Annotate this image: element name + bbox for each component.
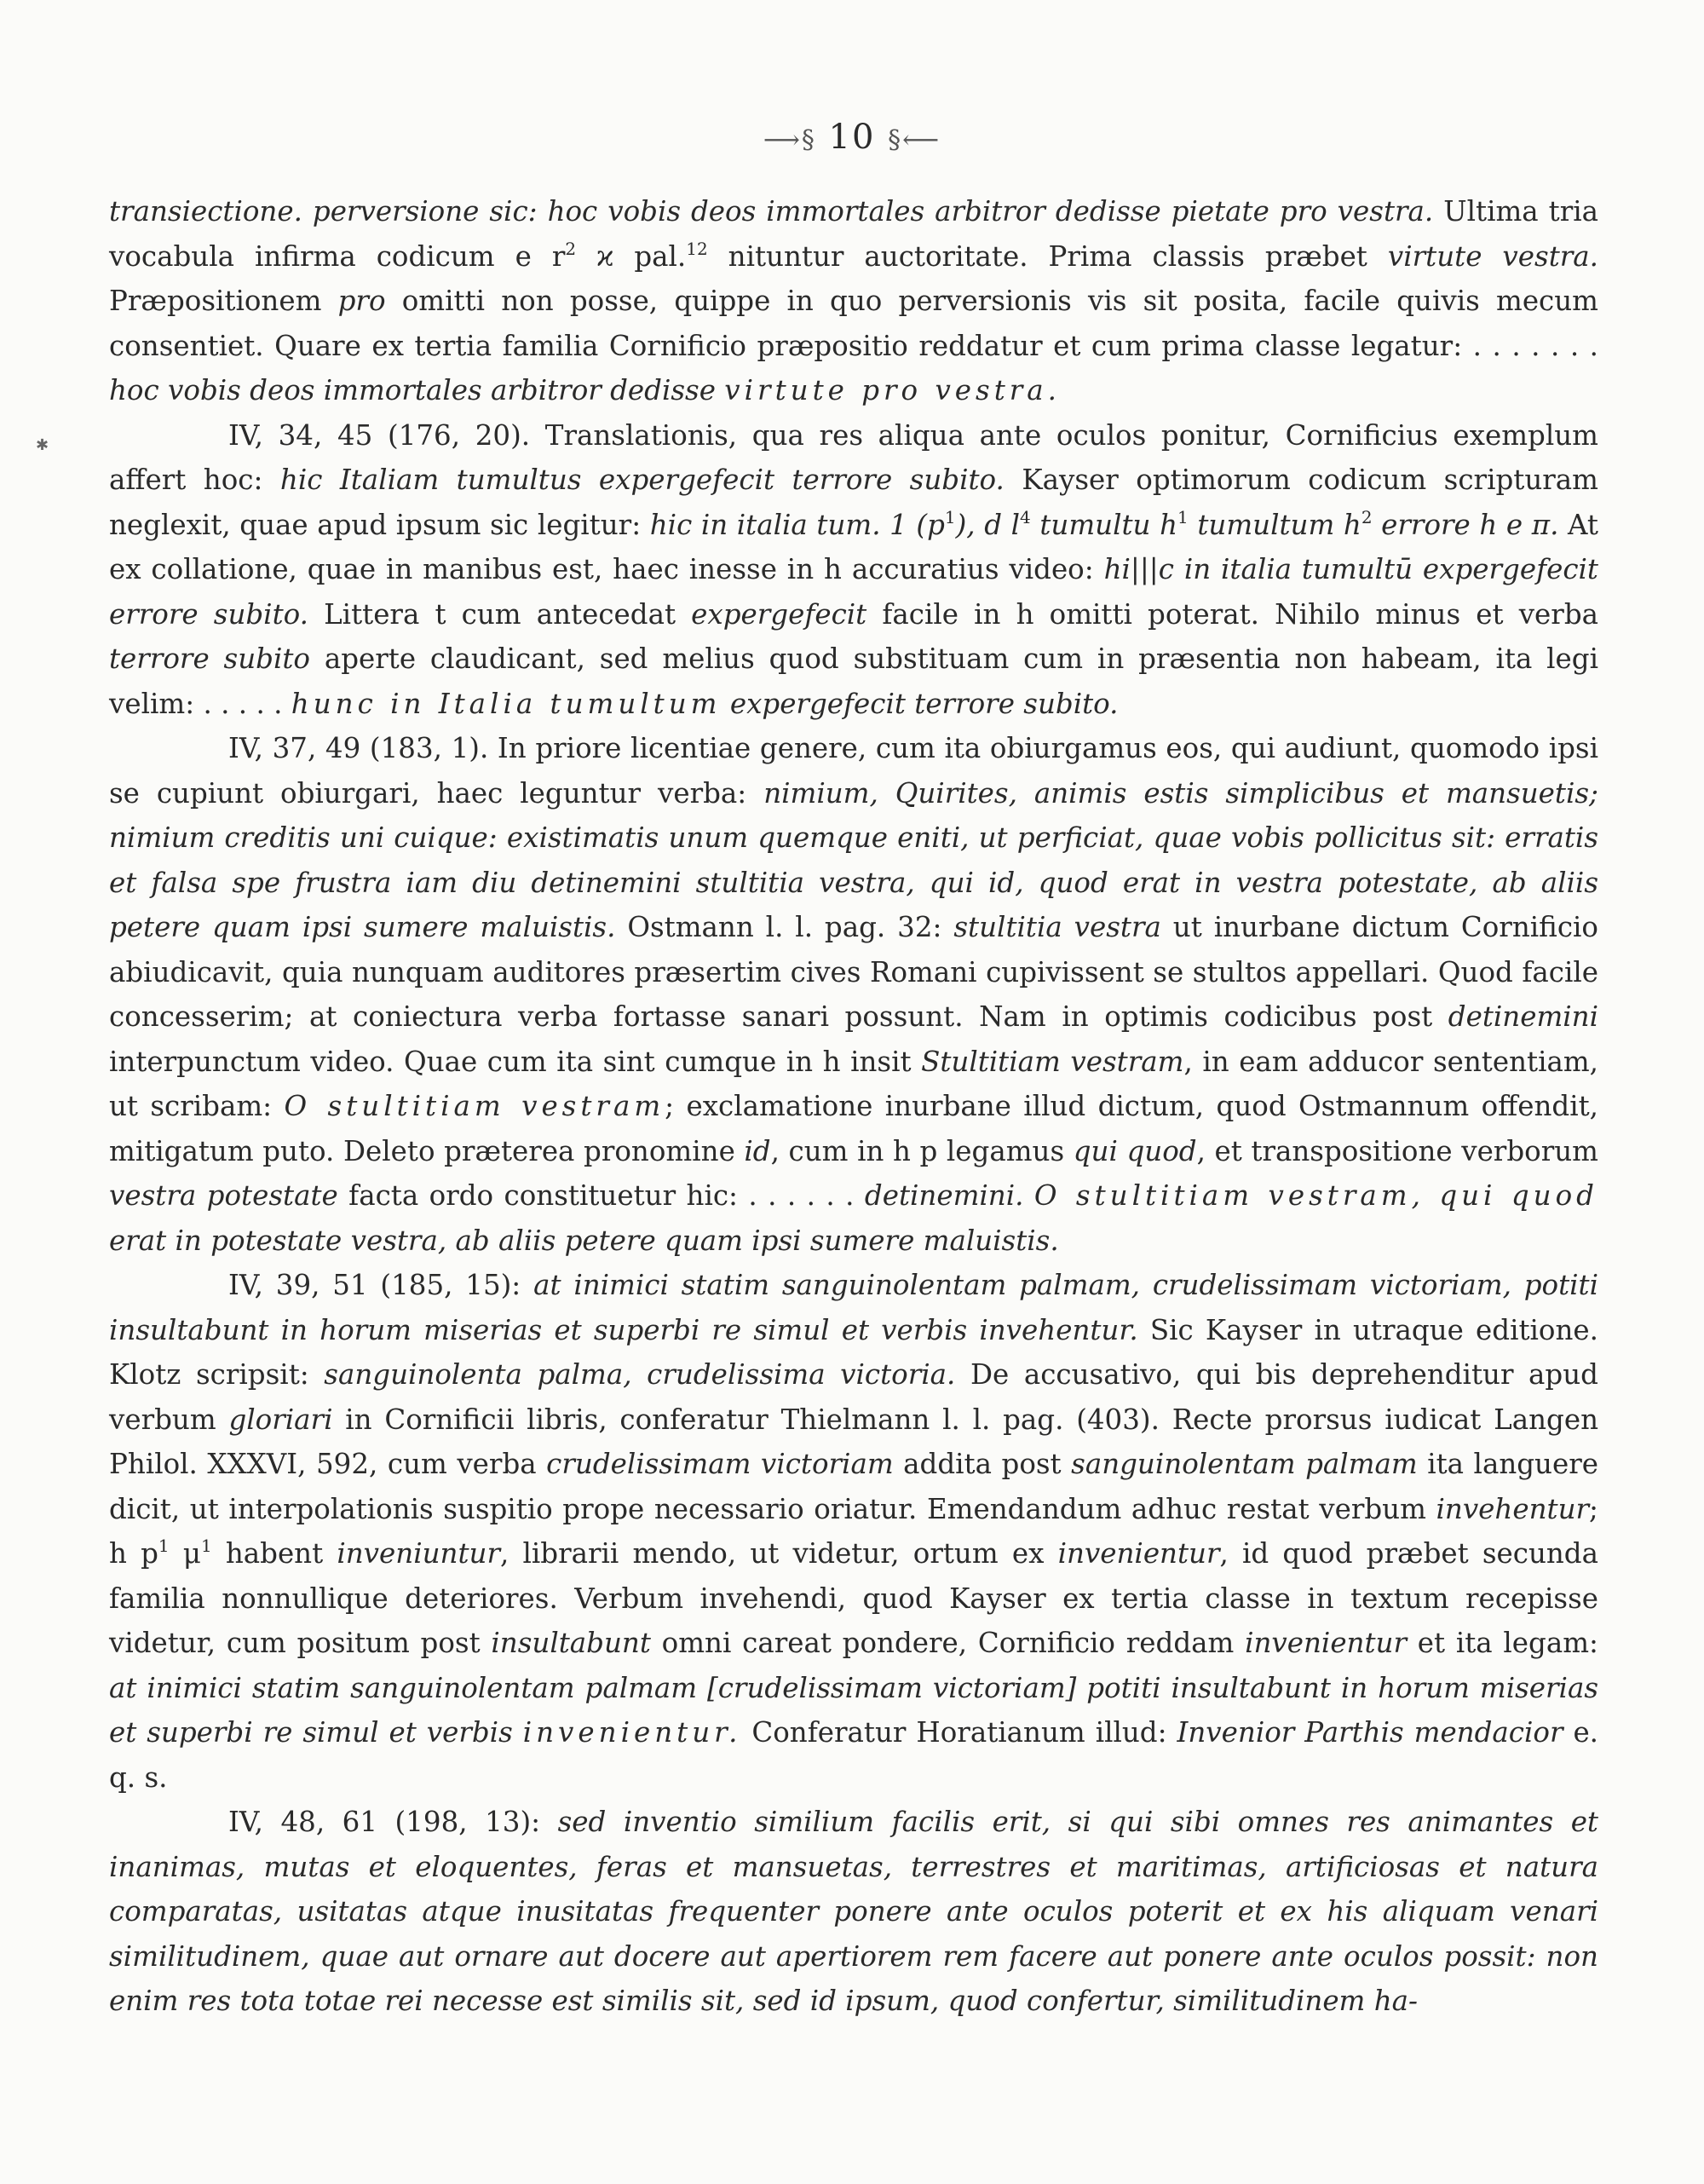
text-run: omni careat pondere, Cornificio reddam bbox=[650, 1627, 1246, 1659]
quote: sanguinolentam palmam bbox=[1071, 1448, 1418, 1480]
text-run bbox=[1023, 1179, 1033, 1212]
paragraph-4 bbox=[109, 1263, 1598, 1800]
text-run: Conferatur Horatianum illud: bbox=[741, 1716, 1177, 1749]
text-run: facile in h omitti poterat. Nihilo minus et verba bbox=[866, 597, 1598, 631]
superscript: 1 bbox=[200, 1536, 212, 1556]
superscript: 1 bbox=[158, 1536, 170, 1556]
quote: transiectione. perversione sic: hoc vobis deos immortales arbitror dedisse pietate pro vestra. bbox=[109, 195, 1434, 228]
text-run: Præpositionem bbox=[109, 285, 338, 317]
quote: gloriari bbox=[228, 1403, 333, 1436]
quote: invenientur bbox=[1245, 1627, 1408, 1659]
superscript: 1 bbox=[1177, 506, 1189, 527]
quote: at inimici statim sanguinolentam palmam, crudelissimam victoriam, potiti insultabunt in horum miserias et superbi re simul et verbis invehentur. bbox=[109, 1269, 1599, 1346]
superscript: 4 bbox=[1020, 506, 1031, 527]
quote: virtute vestra. bbox=[1387, 239, 1598, 273]
quote: hoc vobis deos immortales arbitror dedisse bbox=[109, 374, 725, 406]
quote: invenientur bbox=[1057, 1537, 1220, 1570]
text-run: Kayser optimorum codicum scripturam neglexit, quae apud ipsum sic legitur: bbox=[109, 464, 1598, 541]
superscript: 2 bbox=[1361, 506, 1373, 527]
quote: expergefecit terrore subito. bbox=[721, 687, 1119, 720]
quote: tumultu h bbox=[1030, 508, 1177, 541]
quote: id bbox=[744, 1134, 771, 1167]
superscript: 1 bbox=[944, 506, 956, 527]
margin-mark: ✱ bbox=[36, 436, 49, 454]
text-run: omitti non posse, quippe in quo perversionis vis sit posita, facile quivis mecum consentiet. Quare ex tertia familia Cornificio præpositio reddatur et cum prima classe legatur: . . . . . . . bbox=[109, 285, 1598, 362]
quote: inveniuntur bbox=[337, 1537, 500, 1570]
text-run: aperte claudicant, sed melius quod substituam cum in præsentia non habeam, ita legi velim: . . . . . bbox=[109, 643, 1598, 720]
text-run: nituntur auctoritate. Prima classis præbet bbox=[707, 239, 1388, 273]
text-run: Ostmann l. l. pag. 32: bbox=[615, 911, 954, 943]
text-run: IV, 37, 49 (183, 1). In priore licentiae genere, cum ita obiurgamus eos, qui audiunt, quomodo ipsi se cupiunt obiurgari, haec leguntur verba: bbox=[109, 732, 1598, 810]
text-run: ; h p bbox=[109, 1492, 1598, 1570]
quote: ), d l bbox=[955, 508, 1021, 541]
text-run: , in eam adducor sententiam, ut scribam: bbox=[109, 1045, 1598, 1122]
quote: erat in potestate vestra, ab aliis petere quam ipsi sumere maluistis. bbox=[109, 1224, 1059, 1257]
text-run: At ex collatione, quae in manibus est, haec inesse in h accuratius video: bbox=[109, 508, 1598, 585]
spaced-quote: invenientur. bbox=[522, 1716, 742, 1749]
text-run: IV, 48, 61 (198, 13): bbox=[228, 1806, 558, 1838]
text-run: Sic Kayser in utraque editione. Klotz scripsit: bbox=[109, 1313, 1598, 1391]
paragraph-1 bbox=[109, 189, 1598, 413]
spaced-quote: O stultitiam vestram bbox=[284, 1090, 665, 1122]
text-run: habent bbox=[211, 1537, 337, 1570]
quote: crudelissimam victoriam bbox=[546, 1448, 894, 1480]
quote: hic Italiam tumultus expergefecit terrore subito. bbox=[279, 464, 1005, 496]
text-run: Littera t cum antecedat bbox=[308, 597, 692, 631]
text-run: addita post bbox=[893, 1448, 1072, 1480]
quote: detinemini bbox=[1448, 1000, 1598, 1033]
paragraph-2 bbox=[109, 413, 1598, 727]
quote: hic in italia tum. 1 (p bbox=[649, 508, 945, 541]
text-run: , et transpositione verborum bbox=[1196, 1134, 1598, 1167]
text-run: De accusativo, qui bis deprehenditur apud verbum bbox=[109, 1358, 1598, 1436]
text-run: et ita legam: bbox=[1407, 1627, 1598, 1659]
spaced-quote: O stultitiam vestram, qui quod bbox=[1033, 1179, 1598, 1212]
text-run: e. q. s. bbox=[109, 1716, 1599, 1794]
text-run: IV, 34, 45 (176, 20). Translationis, qua res aliqua ante oculos ponitur, Cornificius exemplum affert hoc: bbox=[109, 418, 1598, 496]
quote: sed inventio similium facilis erit, si qui sibi omnes res animantes et inanimas, mutas et eloquentes, feras et mansuetas, terrestres et maritimas, artificiosas et natura comparatas, usitatas atque inusitatas frequenter ponere ante oculos poterit et ex his aliquam venari similitudinem, quae aut ornare aut docere aut apertiorem rem facere aut ponere ante oculos possit: non enim res tota totae rei necesse est similis sit, sed id ipsum, quod confertur, similitudinem ha- bbox=[109, 1806, 1598, 2017]
header-ornament-right: §⟵ bbox=[888, 125, 941, 155]
quote: Invenior Parthis mendacior bbox=[1177, 1716, 1563, 1749]
text-run: ita languere dicit, ut interpolationis suspitio prope necessario oriatur. Emendandum adhuc restat verbum bbox=[109, 1448, 1598, 1525]
quote: sanguinolenta palma, crudelissima victoria. bbox=[324, 1358, 956, 1391]
paragraph-5 bbox=[109, 1800, 1598, 2024]
spaced-quote: hunc in Italia tumultum bbox=[291, 687, 722, 720]
quote: pro bbox=[337, 285, 386, 317]
text-run: , librarii mendo, ut videtur, ortum ex bbox=[500, 1537, 1058, 1570]
quote: insultabunt bbox=[491, 1627, 651, 1659]
text-run: , id quod præbet secunda familia nonnullique deteriores. Verbum invehendi, quod Kayser ex tertia classe in textum recepisse videtur, cum positum post bbox=[109, 1537, 1598, 1659]
text-run: in Cornificii libris, conferatur Thielmann l. l. pag. (403). Recte prorsus iudicat Langen Philol. XXXVI, 592, cum verba bbox=[109, 1403, 1598, 1480]
text-run: facta ordo constituetur hic: . . . . . . bbox=[337, 1179, 865, 1212]
quote: vestra potestate bbox=[109, 1179, 338, 1212]
quote: errore h e π. bbox=[1372, 508, 1559, 541]
page-number: 10 bbox=[828, 118, 876, 157]
quote: hi|||c in italia tumultū expergefecit errore subito. bbox=[109, 553, 1598, 631]
text-run: ut inurbane dictum Cornificio abiudicavit, quia nunquam auditores præsertim cives Romani cupivissent se stultos appellari. Quod facile concesserim; at coniectura verba fortasse sanari possunt. Nam in optimis codicibus post bbox=[109, 911, 1598, 1033]
quote: stultitia vestra bbox=[953, 911, 1161, 943]
text-run: Ultima tria vocabula infirma codicum e r bbox=[109, 195, 1599, 273]
text-run: ; exclamatione inurbane illud dictum, quod Ostmannum offendit, mitigatum puto. Deleto præterea pronomine bbox=[109, 1090, 1598, 1167]
spaced-quote: virtute pro vestra. bbox=[724, 374, 1062, 406]
text-run: ϰ pal. bbox=[576, 239, 687, 273]
body-text bbox=[109, 189, 1598, 2024]
quote: nimium, Quirites, animis estis simplicibus et mansuetis; nimium creditis uni cuique: existimatis unum quemque eniti, ut perficiat, quae vobis pollicitus sit: erratis et falsa spe frustra iam diu detinemini stultitia vestra, qui id, quod erat in vestra potestate, ab aliis petere quam ipsi sumere maluistis. bbox=[109, 776, 1598, 943]
quote: qui quod bbox=[1073, 1134, 1197, 1167]
text-run: μ bbox=[169, 1537, 201, 1570]
text-run: IV, 39, 51 (185, 15): bbox=[228, 1269, 534, 1301]
quote: detinemini. bbox=[864, 1179, 1024, 1212]
superscript: 2 bbox=[565, 238, 577, 259]
quote: expergefecit bbox=[691, 597, 867, 631]
quote: invehentur bbox=[1436, 1492, 1590, 1525]
text-run: , cum in h p legamus bbox=[770, 1134, 1074, 1167]
quote: Stultitiam vestram bbox=[921, 1045, 1184, 1078]
running-header bbox=[0, 118, 1704, 157]
superscript: 12 bbox=[686, 238, 708, 259]
quote: terrore subito bbox=[109, 643, 310, 675]
quote: tumultum h bbox=[1188, 508, 1361, 541]
header-ornament-left: ⟶§ bbox=[763, 125, 816, 155]
paragraph-3 bbox=[109, 726, 1598, 1263]
quote: at inimici statim sanguinolentam palmam [crudelissimam victoriam] potiti insultabunt in horum miserias et superbi re simul et verbis bbox=[109, 1671, 1598, 1749]
text-run: interpunctum video. Quae cum ita sint cumque in h insit bbox=[109, 1045, 922, 1078]
